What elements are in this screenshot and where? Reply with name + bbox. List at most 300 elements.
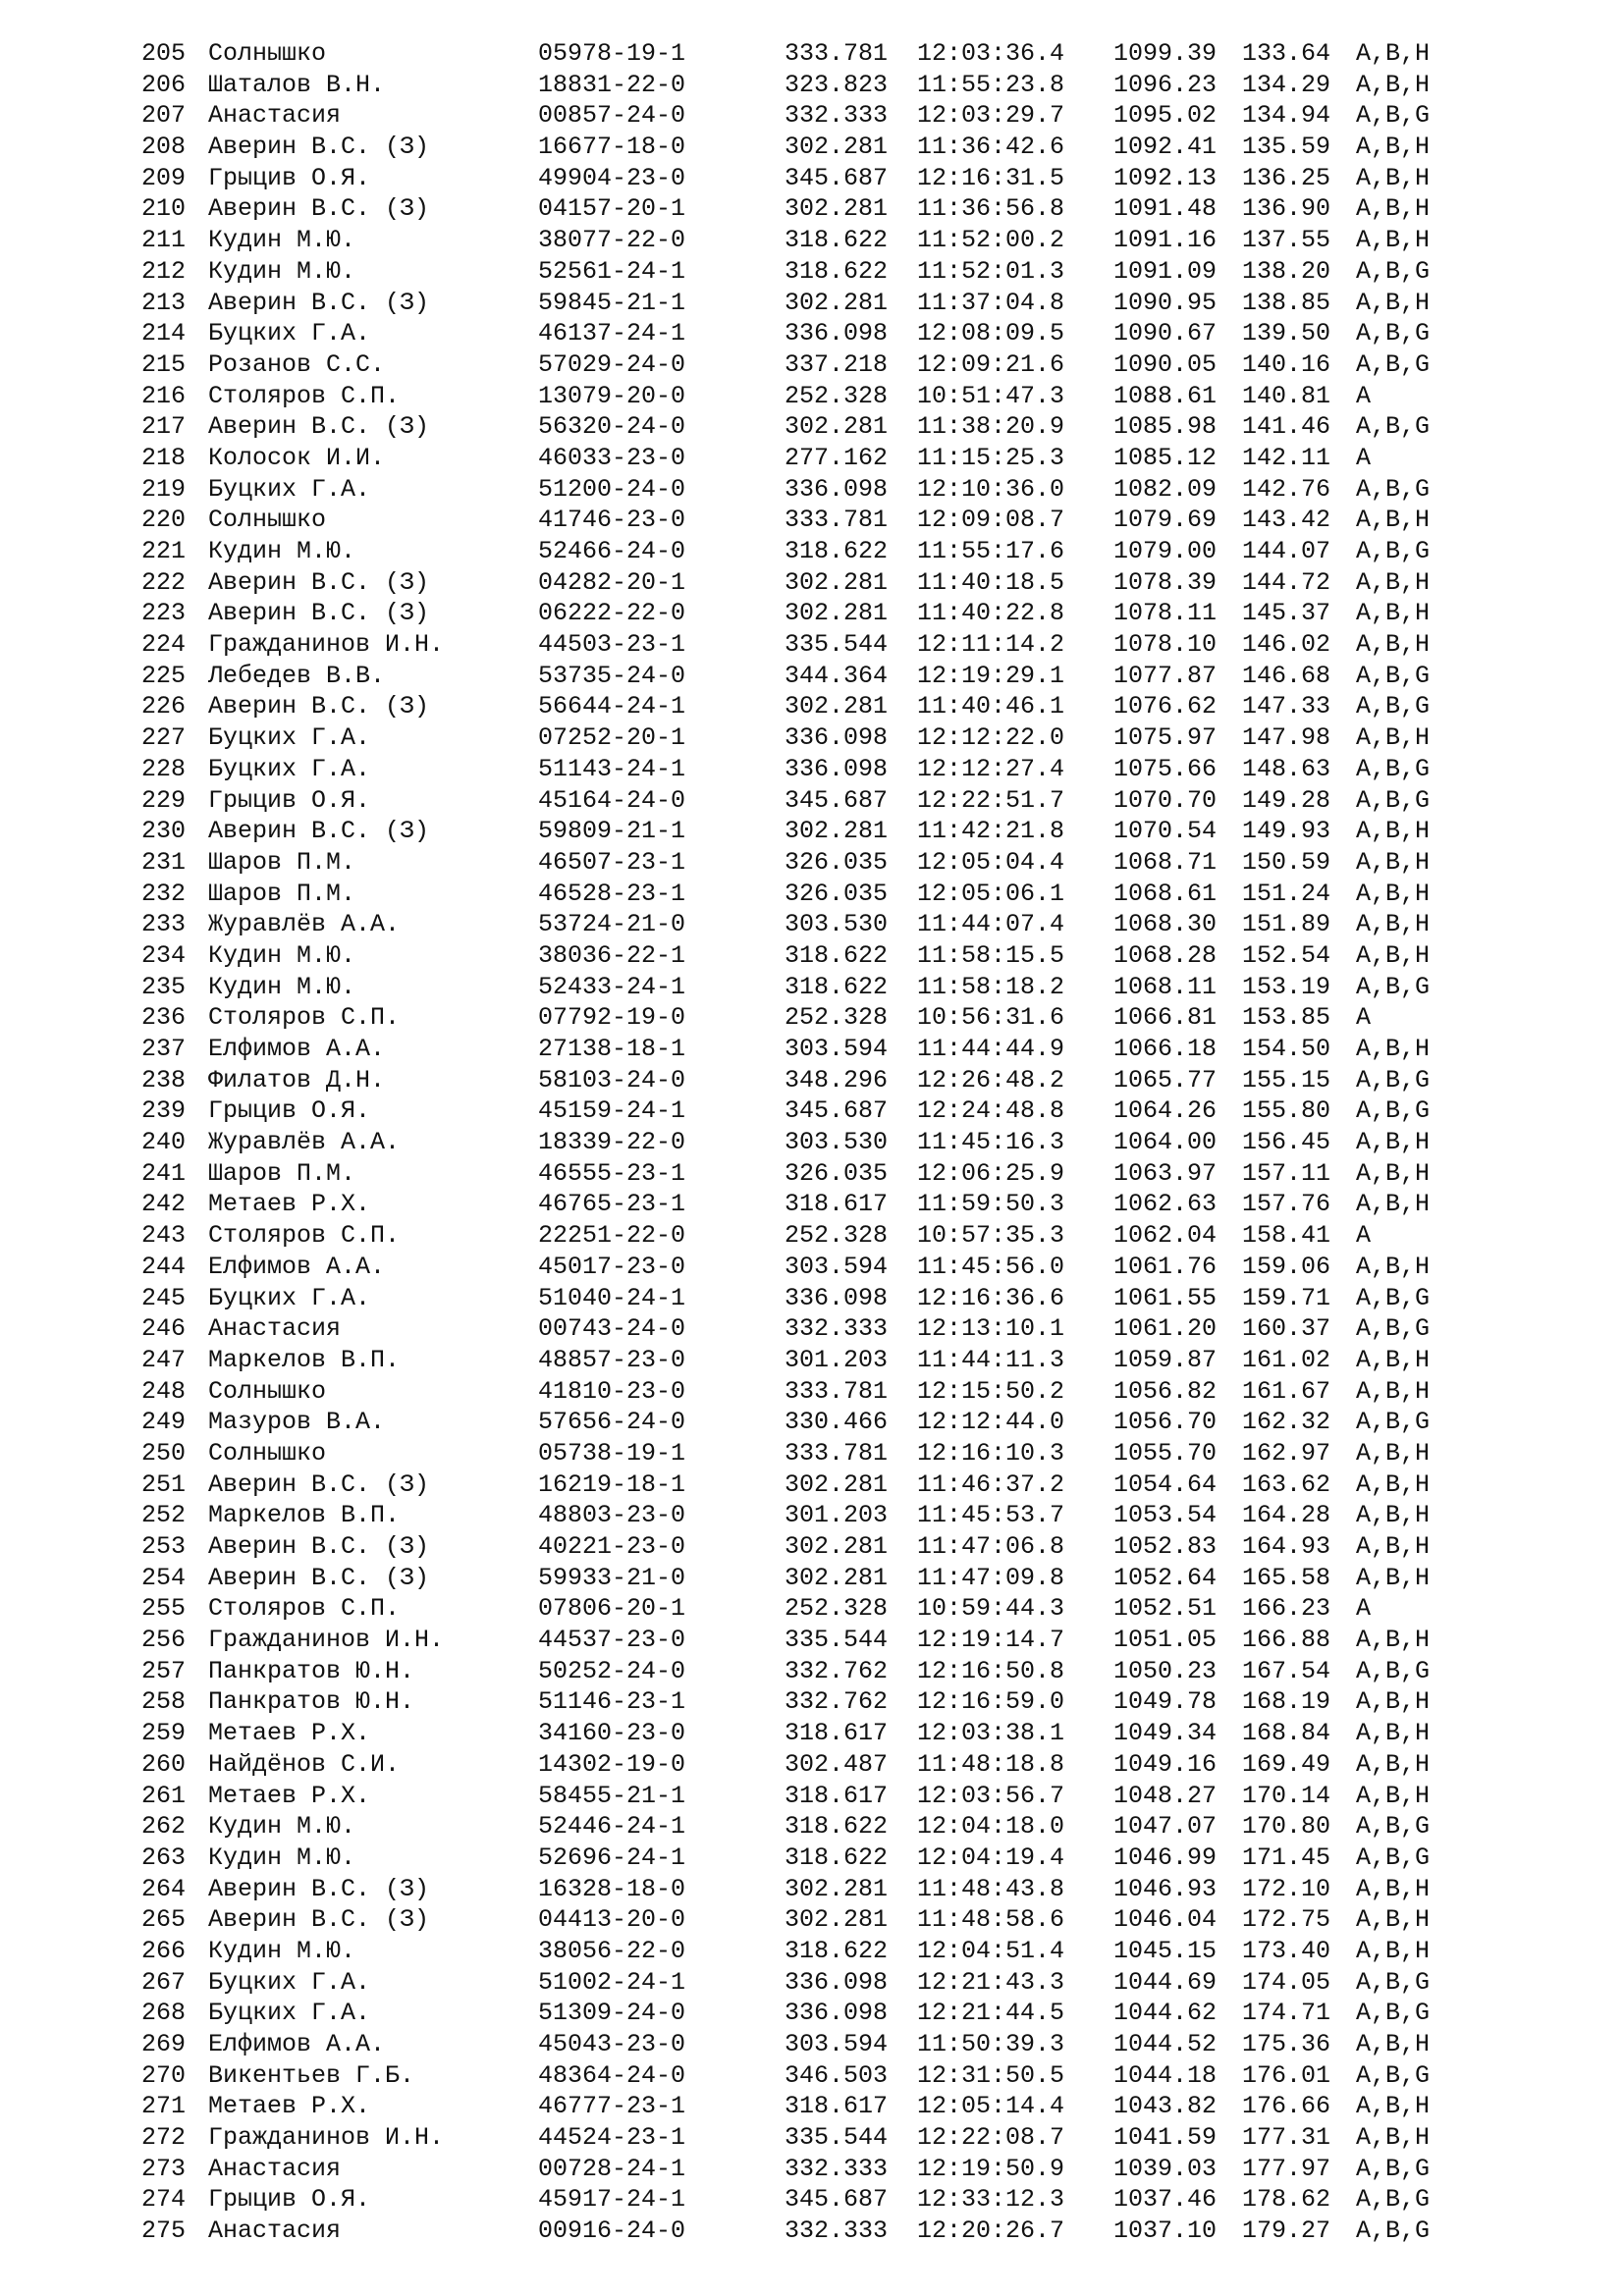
arrival-time-cell: 12:16:59.0 bbox=[917, 1687, 1065, 1717]
arrival-time-cell: 12:08:09.5 bbox=[917, 319, 1065, 348]
distance-cell: 336.098 bbox=[785, 723, 889, 753]
ring-number-cell: 53735-24-0 bbox=[538, 661, 686, 690]
speed-cell: 1055.70 bbox=[1113, 1438, 1218, 1468]
distance-cell: 336.098 bbox=[785, 319, 889, 348]
distance-cell: 332.333 bbox=[785, 2154, 889, 2183]
fancier-name-cell: Викентьев Г.Б. bbox=[208, 2060, 415, 2090]
arrival-time-cell: 12:16:50.8 bbox=[917, 1656, 1065, 1685]
speed-cell: 1046.04 bbox=[1113, 1905, 1218, 1935]
fancier-name-cell: Кудин М.Ю. bbox=[208, 226, 356, 255]
ring-number-cell: 46033-23-0 bbox=[538, 443, 686, 472]
fancier-name-cell: Аверин В.С. (З) bbox=[208, 1874, 430, 1903]
arrival-time-cell: 12:15:50.2 bbox=[917, 1376, 1065, 1406]
arrival-time-cell: 11:45:16.3 bbox=[917, 1128, 1065, 1157]
distance-cell: 302.281 bbox=[785, 1563, 889, 1592]
ring-number-cell: 13079-20-0 bbox=[538, 381, 686, 410]
category-cell: A,B,H bbox=[1356, 506, 1431, 535]
arrival-time-cell: 12:10:36.0 bbox=[917, 474, 1065, 504]
speed-cell: 1054.64 bbox=[1113, 1469, 1218, 1499]
fancier-name-cell: Буцких Г.А. bbox=[208, 474, 371, 504]
place-cell: 216 bbox=[141, 381, 187, 410]
arrival-time-cell: 12:05:06.1 bbox=[917, 879, 1065, 908]
category-cell: A,B,G bbox=[1356, 1656, 1431, 1685]
arrival-time-cell: 11:55:23.8 bbox=[917, 70, 1065, 99]
category-cell: A,B,H bbox=[1356, 1158, 1431, 1188]
distance-cell: 318.622 bbox=[785, 1842, 889, 1872]
distance-cell: 303.594 bbox=[785, 1252, 889, 1281]
coefficient-cell: 162.32 bbox=[1242, 1408, 1331, 1437]
distance-cell: 302.281 bbox=[785, 412, 889, 442]
distance-cell: 345.687 bbox=[785, 1096, 889, 1126]
category-cell: A,B,G bbox=[1356, 412, 1431, 442]
category-cell: A,B,G bbox=[1356, 661, 1431, 690]
arrival-time-cell: 12:21:43.3 bbox=[917, 1967, 1065, 1997]
place-cell: 272 bbox=[141, 2123, 187, 2153]
fancier-name-cell: Солнышко bbox=[208, 1376, 327, 1406]
place-cell: 256 bbox=[141, 1626, 187, 1655]
fancier-name-cell: Елфимов А.А. bbox=[208, 1035, 386, 1063]
coefficient-cell: 138.20 bbox=[1242, 256, 1331, 286]
place-cell: 252 bbox=[141, 1501, 187, 1530]
fancier-name-cell: Грыцив О.Я. bbox=[208, 1096, 371, 1126]
speed-cell: 1065.77 bbox=[1113, 1065, 1218, 1095]
fancier-name-cell: Аверин В.С. (З) bbox=[208, 599, 430, 628]
ring-number-cell: 51002-24-1 bbox=[538, 1967, 686, 1997]
fancier-name-cell: Грыцив О.Я. bbox=[208, 2185, 371, 2215]
ring-number-cell: 41810-23-0 bbox=[538, 1376, 686, 1406]
distance-cell: 332.333 bbox=[785, 1314, 889, 1344]
category-cell: A,B,G bbox=[1356, 256, 1431, 286]
category-cell: A,B,G bbox=[1356, 2185, 1431, 2215]
distance-cell: 318.622 bbox=[785, 940, 889, 970]
speed-cell: 1044.52 bbox=[1113, 2030, 1218, 2058]
fancier-name-cell: Гражданинов И.Н. bbox=[208, 630, 445, 660]
speed-cell: 1091.09 bbox=[1113, 256, 1218, 286]
coefficient-cell: 135.59 bbox=[1242, 133, 1331, 162]
fancier-name-cell: Солнышко bbox=[208, 506, 327, 535]
place-cell: 251 bbox=[141, 1469, 187, 1499]
arrival-time-cell: 11:59:50.3 bbox=[917, 1190, 1065, 1219]
arrival-time-cell: 11:45:56.0 bbox=[917, 1252, 1065, 1281]
arrival-time-cell: 10:56:31.6 bbox=[917, 1003, 1065, 1033]
category-cell: A,B,H bbox=[1356, 163, 1431, 192]
fancier-name-cell: Буцких Г.А. bbox=[208, 319, 371, 348]
place-cell: 218 bbox=[141, 443, 187, 472]
category-cell: A,B,H bbox=[1356, 226, 1431, 255]
coefficient-cell: 148.63 bbox=[1242, 754, 1331, 783]
distance-cell: 318.617 bbox=[785, 1190, 889, 1219]
speed-cell: 1099.39 bbox=[1113, 39, 1218, 68]
fancier-name-cell: Анастасия bbox=[208, 2216, 342, 2246]
coefficient-cell: 153.85 bbox=[1242, 1003, 1331, 1033]
arrival-time-cell: 12:09:21.6 bbox=[917, 349, 1065, 379]
arrival-time-cell: 12:16:36.6 bbox=[917, 1283, 1065, 1312]
arrival-time-cell: 11:40:18.5 bbox=[917, 567, 1065, 597]
ring-number-cell: 46555-23-1 bbox=[538, 1158, 686, 1188]
distance-cell: 346.503 bbox=[785, 2060, 889, 2090]
coefficient-cell: 149.93 bbox=[1242, 817, 1331, 846]
coefficient-cell: 164.28 bbox=[1242, 1501, 1331, 1530]
coefficient-cell: 173.40 bbox=[1242, 1936, 1331, 1965]
distance-cell: 333.781 bbox=[785, 506, 889, 535]
coefficient-cell: 142.11 bbox=[1242, 443, 1331, 472]
place-cell: 234 bbox=[141, 940, 187, 970]
ring-number-cell: 48803-23-0 bbox=[538, 1501, 686, 1530]
coefficient-cell: 174.05 bbox=[1242, 1967, 1331, 1997]
ring-number-cell: 46777-23-1 bbox=[538, 2092, 686, 2121]
distance-cell: 337.218 bbox=[785, 349, 889, 379]
arrival-time-cell: 12:03:38.1 bbox=[917, 1719, 1065, 1748]
category-cell: A,B,H bbox=[1356, 2123, 1431, 2153]
place-cell: 212 bbox=[141, 256, 187, 286]
category-cell: A,B,G bbox=[1356, 1314, 1431, 1344]
coefficient-cell: 139.50 bbox=[1242, 319, 1331, 348]
fancier-name-cell: Солнышко bbox=[208, 39, 327, 68]
speed-cell: 1061.76 bbox=[1113, 1252, 1218, 1281]
ring-number-cell: 51040-24-1 bbox=[538, 1283, 686, 1312]
arrival-time-cell: 12:16:10.3 bbox=[917, 1438, 1065, 1468]
fancier-name-cell: Журавлёв А.А. bbox=[208, 910, 401, 939]
ring-number-cell: 05978-19-1 bbox=[538, 39, 686, 68]
fancier-name-cell: Аверин В.С. (З) bbox=[208, 1469, 430, 1499]
place-cell: 230 bbox=[141, 817, 187, 846]
speed-cell: 1062.63 bbox=[1113, 1190, 1218, 1219]
category-cell: A,B,G bbox=[1356, 692, 1431, 721]
ring-number-cell: 07806-20-1 bbox=[538, 1594, 686, 1624]
speed-cell: 1092.41 bbox=[1113, 133, 1218, 162]
place-cell: 221 bbox=[141, 537, 187, 565]
coefficient-cell: 133.64 bbox=[1242, 39, 1331, 68]
speed-cell: 1076.62 bbox=[1113, 692, 1218, 721]
ring-number-cell: 44503-23-1 bbox=[538, 630, 686, 660]
speed-cell: 1075.66 bbox=[1113, 754, 1218, 783]
category-cell: A,B,H bbox=[1356, 1532, 1431, 1561]
ring-number-cell: 46137-24-1 bbox=[538, 319, 686, 348]
distance-cell: 318.622 bbox=[785, 256, 889, 286]
category-cell: A,B,G bbox=[1356, 1096, 1431, 1126]
fancier-name-cell: Кудин М.Ю. bbox=[208, 1812, 356, 1842]
arrival-time-cell: 11:37:04.8 bbox=[917, 288, 1065, 317]
place-cell: 211 bbox=[141, 226, 187, 255]
speed-cell: 1075.97 bbox=[1113, 723, 1218, 753]
category-cell: A,B,H bbox=[1356, 2030, 1431, 2058]
ring-number-cell: 48857-23-0 bbox=[538, 1345, 686, 1374]
category-cell: A,B,H bbox=[1356, 133, 1431, 162]
distance-cell: 326.035 bbox=[785, 1158, 889, 1188]
coefficient-cell: 151.24 bbox=[1242, 879, 1331, 908]
distance-cell: 303.530 bbox=[785, 1128, 889, 1157]
ring-number-cell: 45043-23-0 bbox=[538, 2030, 686, 2058]
category-cell: A,B,H bbox=[1356, 1469, 1431, 1499]
coefficient-cell: 146.02 bbox=[1242, 630, 1331, 660]
fancier-name-cell: Анастасия bbox=[208, 2154, 342, 2183]
coefficient-cell: 174.71 bbox=[1242, 1999, 1331, 2028]
coefficient-cell: 165.58 bbox=[1242, 1563, 1331, 1592]
fancier-name-cell: Шаров П.М. bbox=[208, 879, 356, 908]
ring-number-cell: 58103-24-0 bbox=[538, 1065, 686, 1095]
arrival-time-cell: 12:21:44.5 bbox=[917, 1999, 1065, 2028]
speed-cell: 1053.54 bbox=[1113, 1501, 1218, 1530]
speed-cell: 1047.07 bbox=[1113, 1812, 1218, 1842]
ring-number-cell: 14302-19-0 bbox=[538, 1749, 686, 1779]
coefficient-cell: 159.06 bbox=[1242, 1252, 1331, 1281]
fancier-name-cell: Колосок И.И. bbox=[208, 443, 386, 472]
category-cell: A,B,H bbox=[1356, 1626, 1431, 1655]
place-cell: 263 bbox=[141, 1842, 187, 1872]
place-cell: 262 bbox=[141, 1812, 187, 1842]
ring-number-cell: 50252-24-0 bbox=[538, 1656, 686, 1685]
arrival-time-cell: 11:40:46.1 bbox=[917, 692, 1065, 721]
place-cell: 214 bbox=[141, 319, 187, 348]
distance-cell: 323.823 bbox=[785, 70, 889, 99]
coefficient-cell: 138.85 bbox=[1242, 288, 1331, 317]
place-cell: 233 bbox=[141, 910, 187, 939]
place-cell: 223 bbox=[141, 599, 187, 628]
category-cell: A,B,H bbox=[1356, 1687, 1431, 1717]
place-cell: 222 bbox=[141, 567, 187, 597]
ring-number-cell: 51309-24-0 bbox=[538, 1999, 686, 2028]
distance-cell: 336.098 bbox=[785, 474, 889, 504]
place-cell: 213 bbox=[141, 288, 187, 317]
speed-cell: 1061.20 bbox=[1113, 1314, 1218, 1344]
category-cell: A,B,H bbox=[1356, 70, 1431, 99]
category-cell: A,B,H bbox=[1356, 1376, 1431, 1406]
ring-number-cell: 18831-22-0 bbox=[538, 70, 686, 99]
place-cell: 253 bbox=[141, 1532, 187, 1561]
fancier-name-cell: Аверин В.С. (З) bbox=[208, 133, 430, 162]
fancier-name-cell: Аверин В.С. (З) bbox=[208, 817, 430, 846]
fancier-name-cell: Столяров С.П. bbox=[208, 1221, 401, 1251]
category-cell: A,B,H bbox=[1356, 1874, 1431, 1903]
arrival-time-cell: 12:09:08.7 bbox=[917, 506, 1065, 535]
ring-number-cell: 49904-23-0 bbox=[538, 163, 686, 192]
category-cell: A,B,H bbox=[1356, 39, 1431, 68]
place-cell: 269 bbox=[141, 2030, 187, 2058]
category-cell: A,B,G bbox=[1356, 2216, 1431, 2246]
fancier-name-cell: Кудин М.Ю. bbox=[208, 1842, 356, 1872]
arrival-time-cell: 12:04:51.4 bbox=[917, 1936, 1065, 1965]
fancier-name-cell: Панкратов Ю.Н. bbox=[208, 1656, 415, 1685]
speed-cell: 1082.09 bbox=[1113, 474, 1218, 504]
arrival-time-cell: 12:19:50.9 bbox=[917, 2154, 1065, 2183]
ring-number-cell: 00728-24-1 bbox=[538, 2154, 686, 2183]
place-cell: 207 bbox=[141, 101, 187, 131]
fancier-name-cell: Метаев Р.Х. bbox=[208, 2092, 371, 2121]
speed-cell: 1045.15 bbox=[1113, 1936, 1218, 1965]
category-cell: A,B,H bbox=[1356, 599, 1431, 628]
speed-cell: 1068.71 bbox=[1113, 847, 1218, 877]
distance-cell: 318.622 bbox=[785, 1936, 889, 1965]
ring-number-cell: 59809-21-1 bbox=[538, 817, 686, 846]
arrival-time-cell: 12:12:44.0 bbox=[917, 1408, 1065, 1437]
distance-cell: 301.203 bbox=[785, 1345, 889, 1374]
ring-number-cell: 38056-22-0 bbox=[538, 1936, 686, 1965]
distance-cell: 302.281 bbox=[785, 1905, 889, 1935]
coefficient-cell: 166.88 bbox=[1242, 1626, 1331, 1655]
ring-number-cell: 07252-20-1 bbox=[538, 723, 686, 753]
ring-number-cell: 40221-23-0 bbox=[538, 1532, 686, 1561]
coefficient-cell: 155.15 bbox=[1242, 1065, 1331, 1095]
place-cell: 258 bbox=[141, 1687, 187, 1717]
fancier-name-cell: Анастасия bbox=[208, 101, 342, 131]
arrival-time-cell: 12:22:08.7 bbox=[917, 2123, 1065, 2153]
speed-cell: 1078.10 bbox=[1113, 630, 1218, 660]
coefficient-cell: 168.84 bbox=[1242, 1719, 1331, 1748]
arrival-time-cell: 12:22:51.7 bbox=[917, 785, 1065, 815]
fancier-name-cell: Кудин М.Ю. bbox=[208, 972, 356, 1001]
ring-number-cell: 46528-23-1 bbox=[538, 879, 686, 908]
distance-cell: 318.622 bbox=[785, 972, 889, 1001]
fancier-name-cell: Кудин М.Ю. bbox=[208, 537, 356, 565]
arrival-time-cell: 12:03:29.7 bbox=[917, 101, 1065, 131]
arrival-time-cell: 11:47:06.8 bbox=[917, 1532, 1065, 1561]
distance-cell: 302.281 bbox=[785, 567, 889, 597]
ring-number-cell: 27138-18-1 bbox=[538, 1035, 686, 1063]
distance-cell: 302.281 bbox=[785, 1532, 889, 1561]
coefficient-cell: 160.37 bbox=[1242, 1314, 1331, 1344]
fancier-name-cell: Аверин В.С. (З) bbox=[208, 1532, 430, 1561]
place-cell: 260 bbox=[141, 1749, 187, 1779]
arrival-time-cell: 12:24:48.8 bbox=[917, 1096, 1065, 1126]
coefficient-cell: 171.45 bbox=[1242, 1842, 1331, 1872]
fancier-name-cell: Метаев Р.Х. bbox=[208, 1781, 371, 1810]
category-cell: A,B,H bbox=[1356, 1781, 1431, 1810]
distance-cell: 252.328 bbox=[785, 1003, 889, 1033]
fancier-name-cell: Столяров С.П. bbox=[208, 1594, 401, 1624]
place-cell: 274 bbox=[141, 2185, 187, 2215]
speed-cell: 1070.54 bbox=[1113, 817, 1218, 846]
coefficient-cell: 144.07 bbox=[1242, 537, 1331, 565]
ring-number-cell: 56644-24-1 bbox=[538, 692, 686, 721]
arrival-time-cell: 11:15:25.3 bbox=[917, 443, 1065, 472]
ring-number-cell: 51200-24-0 bbox=[538, 474, 686, 504]
fancier-name-cell: Метаев Р.Х. bbox=[208, 1719, 371, 1748]
fancier-name-cell: Шаталов В.Н. bbox=[208, 70, 386, 99]
fancier-name-cell: Столяров С.П. bbox=[208, 381, 401, 410]
fancier-name-cell: Маркелов В.П. bbox=[208, 1501, 401, 1530]
ring-number-cell: 04157-20-1 bbox=[538, 194, 686, 224]
place-cell: 250 bbox=[141, 1438, 187, 1468]
category-cell: A,B,H bbox=[1356, 1438, 1431, 1468]
category-cell: A,B,H bbox=[1356, 2092, 1431, 2121]
speed-cell: 1070.70 bbox=[1113, 785, 1218, 815]
speed-cell: 1052.51 bbox=[1113, 1594, 1218, 1624]
arrival-time-cell: 11:48:18.8 bbox=[917, 1749, 1065, 1779]
arrival-time-cell: 12:12:22.0 bbox=[917, 723, 1065, 753]
place-cell: 228 bbox=[141, 754, 187, 783]
place-cell: 227 bbox=[141, 723, 187, 753]
coefficient-cell: 163.62 bbox=[1242, 1469, 1331, 1499]
category-cell: A,B,H bbox=[1356, 879, 1431, 908]
place-cell: 255 bbox=[141, 1594, 187, 1624]
speed-cell: 1049.34 bbox=[1113, 1719, 1218, 1748]
coefficient-cell: 140.81 bbox=[1242, 381, 1331, 410]
speed-cell: 1046.99 bbox=[1113, 1842, 1218, 1872]
ring-number-cell: 38077-22-0 bbox=[538, 226, 686, 255]
arrival-time-cell: 12:11:14.2 bbox=[917, 630, 1065, 660]
speed-cell: 1078.11 bbox=[1113, 599, 1218, 628]
speed-cell: 1048.27 bbox=[1113, 1781, 1218, 1810]
arrival-time-cell: 11:48:43.8 bbox=[917, 1874, 1065, 1903]
coefficient-cell: 169.49 bbox=[1242, 1749, 1331, 1779]
category-cell: A,B,H bbox=[1356, 1345, 1431, 1374]
place-cell: 208 bbox=[141, 133, 187, 162]
place-cell: 247 bbox=[141, 1345, 187, 1374]
arrival-time-cell: 10:59:44.3 bbox=[917, 1594, 1065, 1624]
distance-cell: 332.762 bbox=[785, 1687, 889, 1717]
fancier-name-cell: Буцких Г.А. bbox=[208, 723, 371, 753]
speed-cell: 1052.83 bbox=[1113, 1532, 1218, 1561]
ring-number-cell: 56320-24-0 bbox=[538, 412, 686, 442]
ring-number-cell: 41746-23-0 bbox=[538, 506, 686, 535]
category-cell: A,B,H bbox=[1356, 1501, 1431, 1530]
ring-number-cell: 04413-20-0 bbox=[538, 1905, 686, 1935]
place-cell: 219 bbox=[141, 474, 187, 504]
distance-cell: 302.487 bbox=[785, 1749, 889, 1779]
ring-number-cell: 22251-22-0 bbox=[538, 1221, 686, 1251]
speed-cell: 1090.05 bbox=[1113, 349, 1218, 379]
speed-cell: 1066.18 bbox=[1113, 1035, 1218, 1063]
ring-number-cell: 45917-24-1 bbox=[538, 2185, 686, 2215]
distance-cell: 301.203 bbox=[785, 1501, 889, 1530]
coefficient-cell: 150.59 bbox=[1242, 847, 1331, 877]
category-cell: A,B,H bbox=[1356, 1252, 1431, 1281]
coefficient-cell: 157.76 bbox=[1242, 1190, 1331, 1219]
ring-number-cell: 45159-24-1 bbox=[538, 1096, 686, 1126]
speed-cell: 1068.11 bbox=[1113, 972, 1218, 1001]
place-cell: 220 bbox=[141, 506, 187, 535]
arrival-time-cell: 11:40:22.8 bbox=[917, 599, 1065, 628]
category-cell: A,B,H bbox=[1356, 817, 1431, 846]
category-cell: A,B,H bbox=[1356, 1190, 1431, 1219]
distance-cell: 318.617 bbox=[785, 1719, 889, 1748]
fancier-name-cell: Аверин В.С. (З) bbox=[208, 194, 430, 224]
arrival-time-cell: 12:16:31.5 bbox=[917, 163, 1065, 192]
arrival-time-cell: 11:42:21.8 bbox=[917, 817, 1065, 846]
fancier-name-cell: Грыцив О.Я. bbox=[208, 785, 371, 815]
arrival-time-cell: 11:55:17.6 bbox=[917, 537, 1065, 565]
distance-cell: 302.281 bbox=[785, 817, 889, 846]
fancier-name-cell: Аверин В.С. (З) bbox=[208, 567, 430, 597]
fancier-name-cell: Анастасия bbox=[208, 1314, 342, 1344]
arrival-time-cell: 12:04:19.4 bbox=[917, 1842, 1065, 1872]
fancier-name-cell: Елфимов А.А. bbox=[208, 2030, 386, 2058]
category-cell: A,B,G bbox=[1356, 349, 1431, 379]
ring-number-cell: 51146-23-1 bbox=[538, 1687, 686, 1717]
place-cell: 245 bbox=[141, 1283, 187, 1312]
category-cell: A,B,H bbox=[1356, 194, 1431, 224]
arrival-time-cell: 12:05:04.4 bbox=[917, 847, 1065, 877]
category-cell: A bbox=[1356, 381, 1372, 410]
coefficient-cell: 146.68 bbox=[1242, 661, 1331, 690]
arrival-time-cell: 12:12:27.4 bbox=[917, 754, 1065, 783]
distance-cell: 336.098 bbox=[785, 1967, 889, 1997]
arrival-time-cell: 10:57:35.3 bbox=[917, 1221, 1065, 1251]
ring-number-cell: 38036-22-1 bbox=[538, 940, 686, 970]
distance-cell: 333.781 bbox=[785, 1376, 889, 1406]
category-cell: A,B,H bbox=[1356, 940, 1431, 970]
place-cell: 232 bbox=[141, 879, 187, 908]
place-cell: 268 bbox=[141, 1999, 187, 2028]
distance-cell: 335.544 bbox=[785, 630, 889, 660]
arrival-time-cell: 11:47:09.8 bbox=[917, 1563, 1065, 1592]
speed-cell: 1068.30 bbox=[1113, 910, 1218, 939]
distance-cell: 318.622 bbox=[785, 226, 889, 255]
coefficient-cell: 166.23 bbox=[1242, 1594, 1331, 1624]
arrival-time-cell: 12:03:56.7 bbox=[917, 1781, 1065, 1810]
fancier-name-cell: Панкратов Ю.Н. bbox=[208, 1687, 415, 1717]
arrival-time-cell: 11:52:00.2 bbox=[917, 226, 1065, 255]
